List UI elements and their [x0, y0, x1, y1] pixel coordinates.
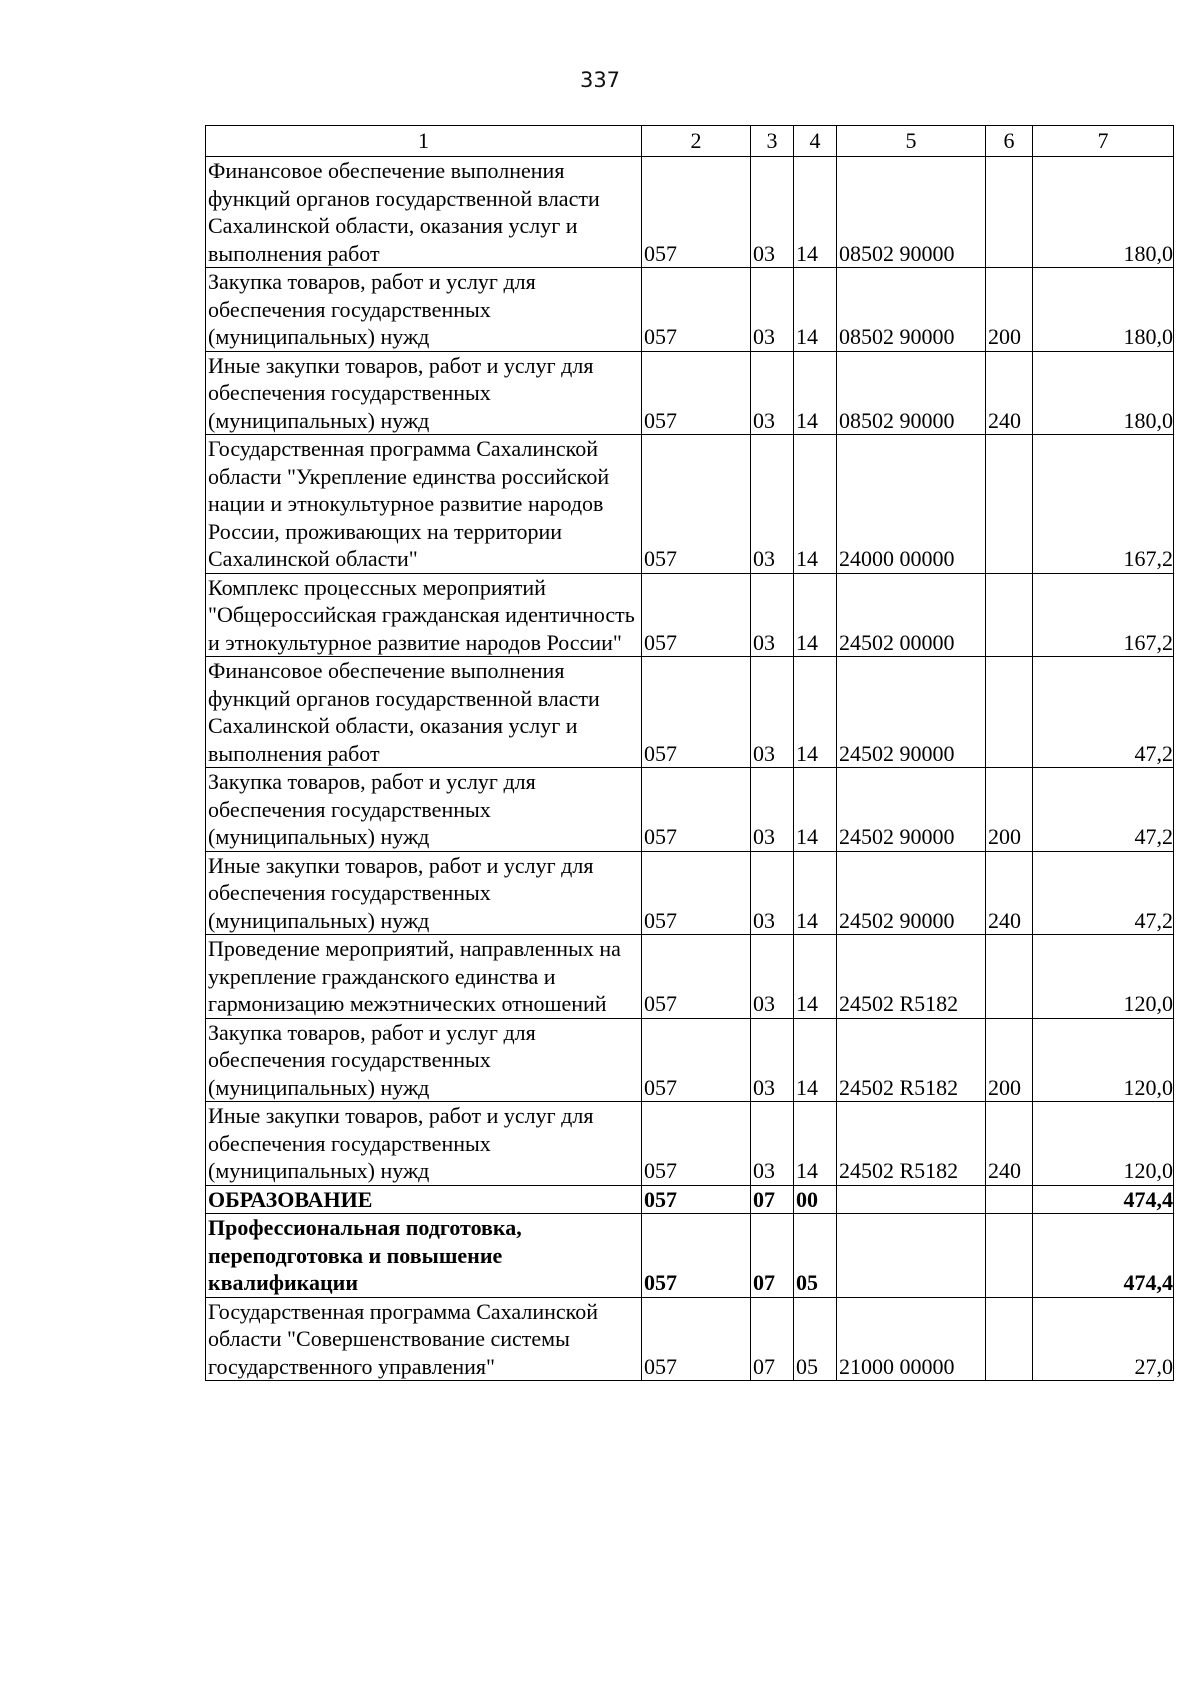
section-code-cell: 03: [751, 268, 794, 352]
amount-cell: 120,0: [1033, 1018, 1174, 1102]
subsection-code-cell: 05: [794, 1214, 837, 1298]
expense-type-cell: 240: [986, 351, 1033, 435]
row-name-cell: Иные закупки товаров, работ и услуг для обеспечения государственных (муниципальных) нужд: [206, 851, 642, 935]
table-header: [206, 126, 1174, 157]
table-row: [206, 157, 1174, 268]
section-code-cell: 03: [751, 768, 794, 852]
table-row: [206, 573, 1174, 657]
row-name-cell: Финансовое обеспечение выполнения функций органов государственной власти Сахалинской области, оказания услуг и выполнения работ: [206, 657, 642, 768]
amount-cell: 474,4: [1033, 1214, 1174, 1298]
subsection-code-cell: 14: [794, 268, 837, 352]
target-article-cell: 24502 90000: [837, 851, 986, 935]
expense-type-cell: [986, 657, 1033, 768]
target-article-cell: 08502 90000: [837, 268, 986, 352]
section-code-cell: 03: [751, 573, 794, 657]
subsection-code-cell: 14: [794, 351, 837, 435]
target-article-cell: [837, 1214, 986, 1298]
subsection-code-cell: 14: [794, 851, 837, 935]
subsection-code-cell: 14: [794, 1102, 837, 1186]
target-article-cell: 24502 R5182: [837, 1018, 986, 1102]
column-header: 4: [794, 126, 837, 157]
subsection-code-cell: 14: [794, 573, 837, 657]
ministry-code-cell: 057: [642, 1102, 751, 1186]
row-name-cell: Государственная программа Сахалинской области "Укрепление единства российской нации и этнокультурное развитие народов России, проживающих на территории Сахалинской области": [206, 435, 642, 574]
amount-cell: 120,0: [1033, 935, 1174, 1019]
expense-type-cell: [986, 435, 1033, 574]
target-article-cell: 24502 90000: [837, 768, 986, 852]
expense-type-cell: [986, 1214, 1033, 1298]
column-header: 6: [986, 126, 1033, 157]
ministry-code-cell: 057: [642, 1214, 751, 1298]
table-body: [206, 157, 1174, 1381]
amount-cell: 167,2: [1033, 435, 1174, 574]
subsection-code-cell: 00: [794, 1185, 837, 1214]
column-header: 2: [642, 126, 751, 157]
ministry-code-cell: 057: [642, 768, 751, 852]
expense-type-cell: 200: [986, 768, 1033, 852]
ministry-code-cell: 057: [642, 157, 751, 268]
ministry-code-cell: 057: [642, 935, 751, 1019]
page-number: 337: [579, 68, 621, 92]
section-code-cell: 03: [751, 157, 794, 268]
row-name-cell: Закупка товаров, работ и услуг для обеспечения государственных (муниципальных) нужд: [206, 768, 642, 852]
table-row: [206, 851, 1174, 935]
expense-type-cell: 240: [986, 1102, 1033, 1186]
section-code-cell: 07: [751, 1214, 794, 1298]
table-row: [206, 351, 1174, 435]
target-article-cell: 24000 00000: [837, 435, 986, 574]
target-article-cell: 24502 00000: [837, 573, 986, 657]
row-name-cell: Государственная программа Сахалинской области "Совершенствование системы государственного управления": [206, 1297, 642, 1381]
section-code-cell: 03: [751, 351, 794, 435]
target-article-cell: 24502 R5182: [837, 1102, 986, 1186]
amount-cell: 27,0: [1033, 1297, 1174, 1381]
amount-cell: 120,0: [1033, 1102, 1174, 1186]
budget-table: [205, 125, 1174, 1381]
target-article-cell: 08502 90000: [837, 351, 986, 435]
table-row: [206, 268, 1174, 352]
target-article-cell: 21000 00000: [837, 1297, 986, 1381]
subsection-code-cell: 14: [794, 657, 837, 768]
row-name-cell: Иные закупки товаров, работ и услуг для обеспечения государственных (муниципальных) нужд: [206, 351, 642, 435]
target-article-cell: 24502 R5182: [837, 935, 986, 1019]
expense-type-cell: [986, 573, 1033, 657]
amount-cell: 47,2: [1033, 851, 1174, 935]
expense-type-cell: 200: [986, 268, 1033, 352]
amount-cell: 474,4: [1033, 1185, 1174, 1214]
row-name-cell: Проведение мероприятий, направленных на укрепление гражданского единства и гармонизацию межэтнических отношений: [206, 935, 642, 1019]
expense-type-cell: 240: [986, 851, 1033, 935]
expense-type-cell: 200: [986, 1018, 1033, 1102]
amount-cell: 167,2: [1033, 573, 1174, 657]
section-code-cell: 03: [751, 657, 794, 768]
row-name-cell: Закупка товаров, работ и услуг для обеспечения государственных (муниципальных) нужд: [206, 1018, 642, 1102]
section-code-cell: 07: [751, 1297, 794, 1381]
subsection-code-cell: 14: [794, 435, 837, 574]
table-row: [206, 1102, 1174, 1186]
ministry-code-cell: 057: [642, 1018, 751, 1102]
ministry-code-cell: 057: [642, 351, 751, 435]
column-header: 3: [751, 126, 794, 157]
row-name-cell: Финансовое обеспечение выполнения функций органов государственной власти Сахалинской области, оказания услуг и выполнения работ: [206, 157, 642, 268]
ministry-code-cell: 057: [642, 268, 751, 352]
table-row: [206, 657, 1174, 768]
section-code-cell: 03: [751, 1102, 794, 1186]
table-row: [206, 1214, 1174, 1298]
row-name-cell: Профессиональная подготовка, переподготовка и повышение квалификации: [206, 1214, 642, 1298]
target-article-cell: 08502 90000: [837, 157, 986, 268]
amount-cell: 180,0: [1033, 351, 1174, 435]
amount-cell: 47,2: [1033, 768, 1174, 852]
column-header: 7: [1033, 126, 1174, 157]
section-code-cell: 03: [751, 1018, 794, 1102]
table-row: [206, 1297, 1174, 1381]
section-code-cell: 03: [751, 435, 794, 574]
table-row: [206, 1185, 1174, 1214]
subsection-code-cell: 14: [794, 935, 837, 1019]
ministry-code-cell: 057: [642, 573, 751, 657]
section-code-cell: 03: [751, 851, 794, 935]
header-row: [206, 126, 1174, 157]
ministry-code-cell: 057: [642, 435, 751, 574]
ministry-code-cell: 057: [642, 851, 751, 935]
section-code-cell: 07: [751, 1185, 794, 1214]
subsection-code-cell: 14: [794, 157, 837, 268]
amount-cell: 180,0: [1033, 157, 1174, 268]
column-header: 1: [206, 126, 642, 157]
amount-cell: 47,2: [1033, 657, 1174, 768]
subsection-code-cell: 05: [794, 1297, 837, 1381]
column-header: 5: [837, 126, 986, 157]
expense-type-cell: [986, 1297, 1033, 1381]
row-name-cell: ОБРАЗОВАНИЕ: [206, 1185, 642, 1214]
target-article-cell: 24502 90000: [837, 657, 986, 768]
table-row: [206, 935, 1174, 1019]
table-row: [206, 1018, 1174, 1102]
subsection-code-cell: 14: [794, 768, 837, 852]
table-row: [206, 768, 1174, 852]
row-name-cell: Иные закупки товаров, работ и услуг для обеспечения государственных (муниципальных) нужд: [206, 1102, 642, 1186]
expense-type-cell: [986, 935, 1033, 1019]
ministry-code-cell: 057: [642, 1297, 751, 1381]
subsection-code-cell: 14: [794, 1018, 837, 1102]
row-name-cell: Закупка товаров, работ и услуг для обеспечения государственных (муниципальных) нужд: [206, 268, 642, 352]
section-code-cell: 03: [751, 935, 794, 1019]
table-row: [206, 435, 1174, 574]
ministry-code-cell: 057: [642, 657, 751, 768]
expense-type-cell: [986, 1185, 1033, 1214]
amount-cell: 180,0: [1033, 268, 1174, 352]
target-article-cell: [837, 1185, 986, 1214]
ministry-code-cell: 057: [642, 1185, 751, 1214]
expense-type-cell: [986, 157, 1033, 268]
row-name-cell: Комплекс процессных мероприятий "Общероссийская гражданская идентичность и этнокультурное развитие народов России": [206, 573, 642, 657]
